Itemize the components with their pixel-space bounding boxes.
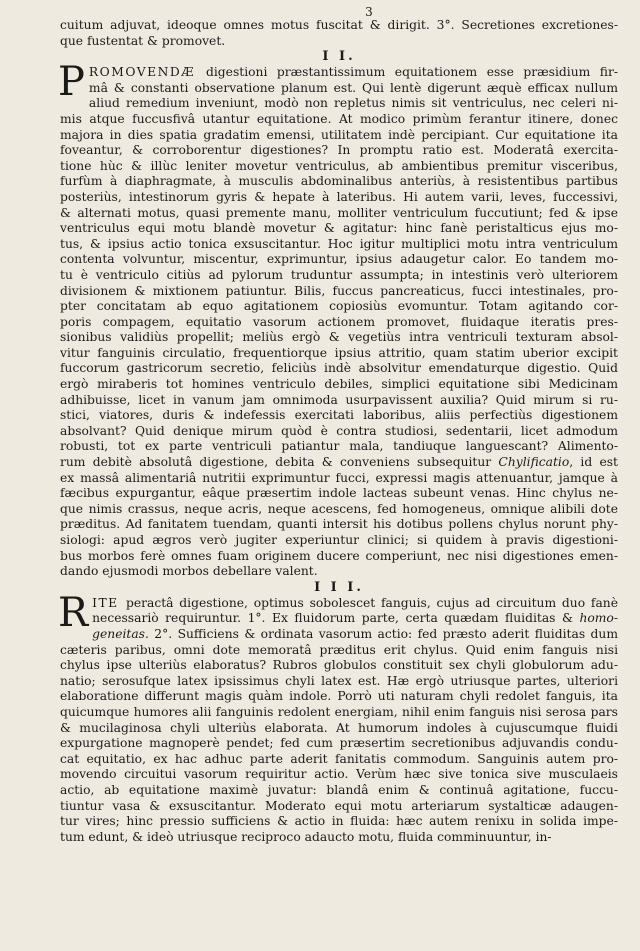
text-line: fuccorum gastricorum secretio, feliciùs indè absolvitur emendaturque digestio. Quid (60, 361, 618, 376)
text-line: tur vires; hinc pressio sufficiens & actio in fluida: hæc autem renixu in solida impe- (60, 814, 618, 829)
italic-term: homo- (579, 611, 618, 626)
text-line: ergò miraberis tot homines ventriculo debiles, simplici equitatione sibi Medicinam (60, 377, 618, 392)
text-line: vitur fanguinis circulatio, frequentiorque ipsius attritio, quam statim uberior excipit (60, 345, 618, 360)
text-line: actio, ab equitatione maximè juvatur: blandâ enim & continuâ agitatione, fuccu- (60, 782, 618, 797)
opening-word: ROMOVENDÆ (88, 65, 206, 80)
text-line: que nimis crassus, neque acris, neque acescens, fed homogeneus, omnique alibili dote (60, 501, 618, 516)
text-line: que fustentat & promovet. (60, 33, 226, 48)
italic-term: geneitas (92, 626, 145, 641)
text-line: tus, & ipsius actio tonica exsuscitantur. Hoc igitur multiplici motu intra ventriculum (60, 236, 618, 251)
text-line: mis atque fuccusfivâ utantur equitatione. At modico primùm ferantur itinere, donec (60, 111, 618, 126)
text-line: rum debitè absolutâ digestione, debita & conveniens subsequitur Chylificatio, id est (60, 455, 618, 470)
text-line: geneitas. 2°. Sufficiens & ordinata vasorum actio: fed præsto aderit fluiditas dum (92, 626, 618, 641)
text-line: contenta volvuntur, miscentur, exprimuntur, ipsius adaugetur calor. Eo tandem mo- (60, 252, 618, 267)
text-line: poris compagem, equitatio vasorum actionem promovet, fluidaque iteratis pres- (60, 314, 618, 329)
section-number-iii: I I I. (314, 579, 364, 595)
top-lines (60, 18, 618, 49)
italic-term: Chylificatio (498, 455, 570, 470)
text-line: ITE peractâ digestione, optimus sobolescet fanguis, cujus ad circuitum duo fanè (92, 595, 618, 610)
text-line: natio; serosufque latex ipsissimus chyli latex est. Hæ ergò utriusque partes, ulteriori (60, 673, 618, 688)
text-line: ROMOVENDÆ digestioni præstantissimum equitationem esse præsidium fir- (88, 65, 618, 80)
text-line: divisionem & mixtionem patiuntur. Bilis, fuccus pancreaticus, fucci intestinales, pro- (60, 283, 618, 298)
text-line: sionibus validiùs propellit; meliùs ergò & vegetiùs intra ventriculi texturam absol- (60, 330, 618, 345)
text-line: siologi: apud ægros verò jugiter experiuntur clinici; si quidem à pravis digestioni- (60, 533, 618, 547)
text-line: robusti, tot ex parte ventriculi patiantur mala, tandiuque languescant? Alimento- (60, 439, 618, 454)
drop-cap: P (58, 59, 85, 106)
text-line: chylus ipse ulteriùs elaboratus? Rubros globulos constituit sex chyli globulorum adu- (60, 658, 618, 673)
text-line: dando ejusmodi morbos debellare valent. (60, 564, 318, 579)
text-line: cæteris paribus, omni dote memoratâ præditus erit chylus. Quid enim fanguis nisi (60, 642, 618, 657)
text-line: expurgatione magnoperè pendet; fed cum præsertim secretionibus adjuvandis condu- (60, 736, 618, 751)
text-line: adhibuisse, licet in vanum jam omnimoda usurpavissent auxilia? Quid mirum si ru- (60, 392, 618, 407)
text-line: necessariò requiruntur. 1°. Ex fluidorum parte, certa quædam fluiditas & homo- (92, 611, 618, 626)
text-line: & mucilaginosa chyli ulteriùs elaborata. At humorum indoles à cujuscumque fluidi (60, 720, 618, 735)
text-line: fæcibus expurgantur, eâque præsertim indole lacteas subeunt venas. Hinc chylus ne- (60, 486, 618, 501)
text-line: ventriculus equi motu blandè movetur & agitatur: hinc fanè peristalticus ejus mo- (60, 221, 618, 236)
drop-cap: R (58, 589, 89, 636)
opening-word: ITE (92, 595, 126, 610)
text-line: posteriùs, intestinorum gyris & hepate à lateribus. Hi autem varii, leves, fuccessivi, (60, 189, 618, 204)
text-line: tu è ventriculo citiùs ad pylorum truduntur assumpta; in intestinis verò ulteriorem (60, 267, 618, 282)
text-line: aliud remedium inveniunt, modò non repletus nimis sit ventriculus, nec celeri ni- (88, 96, 618, 111)
text-line: tum edunt, & ideò utriusque reciproco adaucto motu, fluida comminuuntur, in- (60, 829, 552, 844)
text-line: mâ & constanti observatione planum est. Qui lentè digerunt æquè efficax nullum (88, 80, 618, 95)
text-line: elaboratione differunt magis quàm indole. Porrò uti naturam chyli redolet fanguis, ita (60, 689, 618, 704)
section-number-ii: I I. (322, 49, 356, 65)
paragraph-section-ii (58, 59, 618, 580)
text-line: majora in dies spatia gradatim emensi, utilitatem indè percipiant. Cur equitatione ita (60, 127, 618, 142)
text-line: foveantur, & corroborentur digestiones? In promptu ratio est. Moderatâ exercita- (60, 143, 618, 158)
text-line: cuitum adjuvat, ideoque omnes motus fuscitat & dirigit. 3°. Secretiones excretiones- (60, 18, 618, 32)
signature-mark: 3 (365, 5, 373, 19)
text-line: ex massâ alimentariâ nutritii exprimuntur fucci, expressi magis attenuantur, jamque à (60, 470, 618, 485)
text-line: præditus. Ad fanitatem tuendam, quanti intersit his dotibus pollens chylus norunt phy- (60, 517, 618, 532)
text-line: bus morbos ferè omnes fuam originem ducere comperiunt, nec nisi digestiones emen- (60, 548, 618, 563)
text-line: cat equitatio, ex hac adhuc parte aderit fanitatis commodum. Sanguinis autem pro- (60, 751, 618, 766)
text-line: quicumque humores alii fanguinis redolent energiam, nihil enim fanguis nisi serosa pars (60, 704, 618, 719)
text-line: pter concitatam ab equo agitationem copiosiùs evomuntur. Totam agitando cor- (60, 299, 618, 314)
text-line: furfùm à diaphragmate, à musculis abdominalibus anteriùs, à resistentibus partibus (60, 174, 618, 189)
text-line: absolvant? Quid denique mirum quòd è contra studiosi, sedentarii, licet admodum (60, 423, 618, 438)
text-line: tione hùc & illùc leniter movetur ventriculus, ab ambientibus premitur visceribus, (60, 158, 618, 173)
text-line: & alternati motus, quasi premente manu, molliter ventriculum fuccutiunt; fed & ipse (60, 205, 618, 220)
paragraph-section-iii (58, 589, 618, 846)
text-line: tiuntur vasa & exsuscitantur. Moderato equi motu arteriarum systalticæ adaugen- (60, 798, 618, 813)
text-line: stici, viatores, duris & indefessis exercitati laboribus, aliis perfectiùs digestionem (60, 408, 618, 423)
text-line: movendo circuitui vasorum requiritur actio. Verùm hæc sive tonica sive musculaeis (60, 767, 618, 782)
